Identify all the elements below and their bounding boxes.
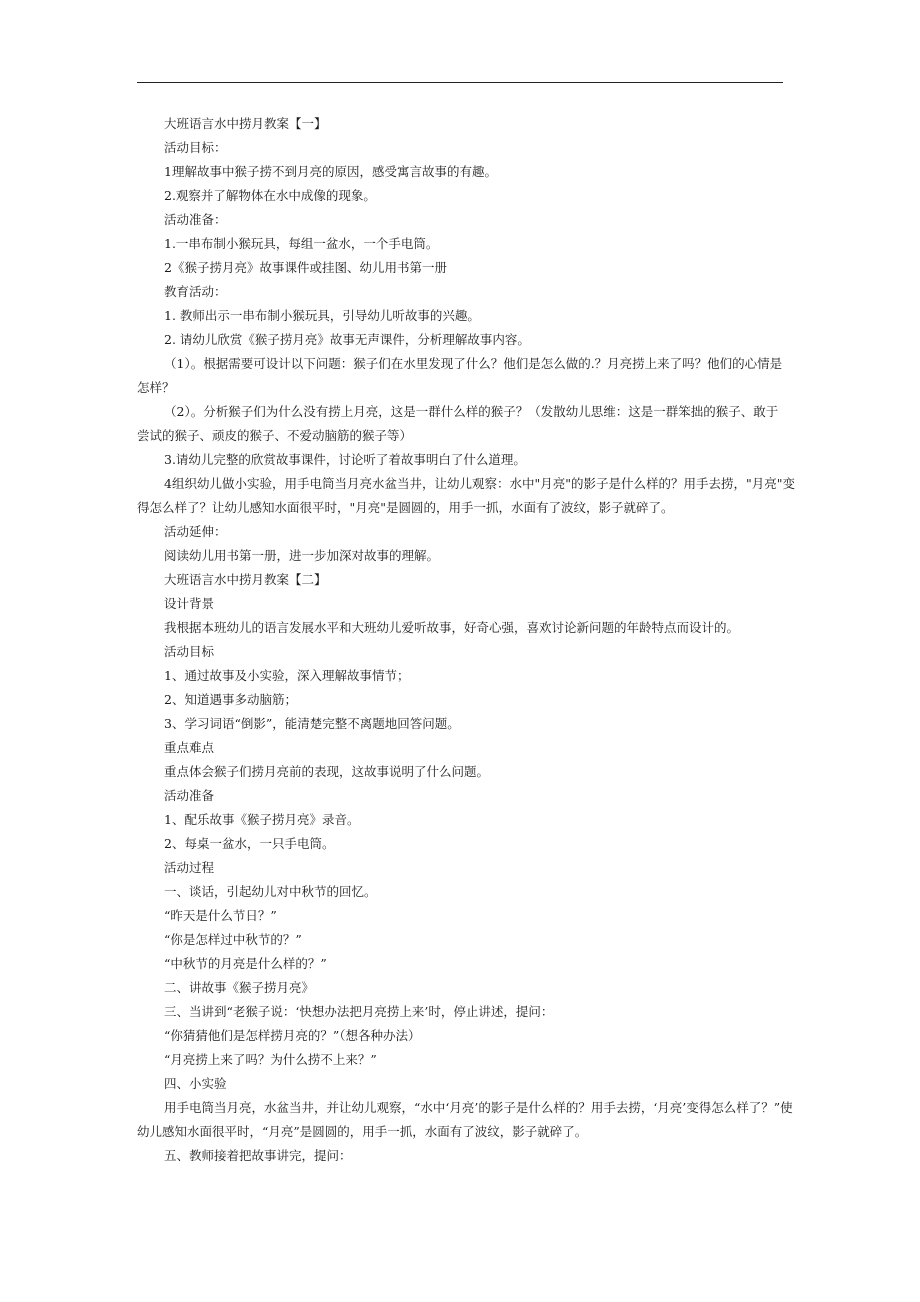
prep2-item-2: 2、每桌一盆水，一只手电筒。: [164, 836, 335, 851]
process-question-3: “中秋节的月亮是什么样的？”: [164, 956, 327, 971]
header-rule: [137, 82, 783, 83]
goal2-item-1: 1、通过故事及小实验，深入理解故事情节；: [164, 668, 410, 683]
key-points-text: 重点体会猴子们捞月亮前的表现，这故事说明了什么问题。: [164, 764, 490, 779]
process-step-2: 二、讲故事《猴子捞月亮》: [164, 980, 315, 995]
process-question-5: “月亮捞上来了吗？为什么捞不上来？”: [164, 1052, 377, 1067]
heading-activity-process: 活动过程: [164, 860, 215, 875]
heading-education-activity: 教育活动：: [164, 284, 227, 299]
prep2-item-1: 1、配乐故事《猴子捞月亮》录音。: [164, 812, 360, 827]
heading-activity-goals-2: 活动目标: [164, 644, 215, 659]
activity-step-2: 2. 请幼儿欣赏《猴子捞月亮》故事无声课件，分析理解故事内容。: [164, 332, 530, 347]
heading-activity-goals: 活动目标：: [164, 140, 227, 155]
heading-design-background: 设计背景: [164, 596, 215, 611]
heading-key-points: 重点难点: [164, 740, 215, 755]
heading-activity-prep-2: 活动准备: [164, 788, 215, 803]
process-question-2: “你是怎样过中秋节的？”: [164, 932, 302, 947]
question-1-line-1: （1）。根据需要可设计以下问题：猴子们在水里发现了什么？他们是怎么做的.？月亮捞上来了吗？他们的心情是: [164, 356, 783, 371]
extension-text: 阅读幼儿用书第一册，进一步加深对故事的理解。: [164, 548, 440, 563]
heading-activity-prep: 活动准备：: [164, 212, 227, 227]
question-2-line-1: （2）。分析猴子们为什么没有捞上月亮，这是一群什么样的猴子？（发散幼儿思维：这是一群笨拙的猴子、敢于: [164, 404, 779, 419]
document-body: [137, 112, 795, 1168]
question-2-line-2: 尝试的猴子、顽皮的猴子、不爱动脑筋的猴子等）: [137, 428, 413, 443]
experiment-line-1: 用手电筒当月亮，水盆当井，并让幼儿观察，“水中‘月亮’的影子是什么样的？用手去捞，‘月亮’变得怎么样了？”使: [164, 1100, 793, 1115]
question-1-line-2: 怎样？: [137, 380, 175, 395]
process-step-3: 三、当讲到“老猴子说：‘快想办法把月亮捞上来’时，停止讲述，提问：: [164, 1004, 554, 1019]
title-part-two: 大班语言水中捞月教案【二】: [164, 572, 327, 587]
prep-item-2: 2《猴子捞月亮》故事课件或挂图、幼儿用书第一册: [164, 260, 447, 275]
activity-step-1: 1. 教师出示一串布制小猴玩具，引导幼儿听故事的兴趣。: [164, 308, 480, 323]
process-question-1: “昨天是什么节日？”: [164, 908, 277, 923]
activity-step-4-line-2: 得怎么样了？让幼儿感知水面很平时，"月亮"是圆圆的，用手一抓，水面有了波纹，影子就碎了。: [137, 500, 674, 515]
goal-item-2: 2.观察并了解物体在水中成像的现象。: [164, 188, 376, 203]
goal-item-1: 1理解故事中猴子捞不到月亮的原因，感受寓言故事的有趣。: [164, 164, 497, 179]
goal2-item-2: 2、知道遇事多动脑筋；: [164, 692, 297, 707]
process-question-4: “你猜猜他们是怎样捞月亮的？”（想各种办法）: [164, 1028, 421, 1043]
design-background-text: 我根据本班幼儿的语言发展水平和大班幼儿爱听故事，好奇心强，喜欢讨论新问题的年龄特点而设计的。: [164, 620, 740, 635]
activity-step-3: 3.请幼儿完整的欣赏故事课件，讨论听了着故事明白了什么道理。: [164, 452, 526, 467]
process-step-4: 四、小实验: [164, 1076, 227, 1091]
process-step-1: 一、谈话，引起幼儿对中秋节的回忆。: [164, 884, 377, 899]
heading-activity-extension: 活动延伸：: [164, 524, 227, 539]
activity-step-4-line-1: 4组织幼儿做小实验，用手电筒当月亮水盆当井，让幼儿观察：水中"月亮"的影子是什么样的？用手去捞，"月亮"变: [164, 476, 795, 491]
process-step-5: 五、教师接着把故事讲完，提问：: [164, 1148, 352, 1163]
goal2-item-3: 3、学习词语“倒影”，能清楚完整不离题地回答问题。: [164, 716, 460, 731]
experiment-line-2: 幼儿感知水面很平时，“月亮”是圆圆的，用手一抓，水面有了波纹，影子就碎了。: [137, 1124, 588, 1139]
prep-item-1: 1.一串布制小猴玩具，每组一盆水，一个手电筒。: [164, 236, 439, 251]
title-part-one: 大班语言水中捞月教案【一】: [164, 116, 327, 131]
